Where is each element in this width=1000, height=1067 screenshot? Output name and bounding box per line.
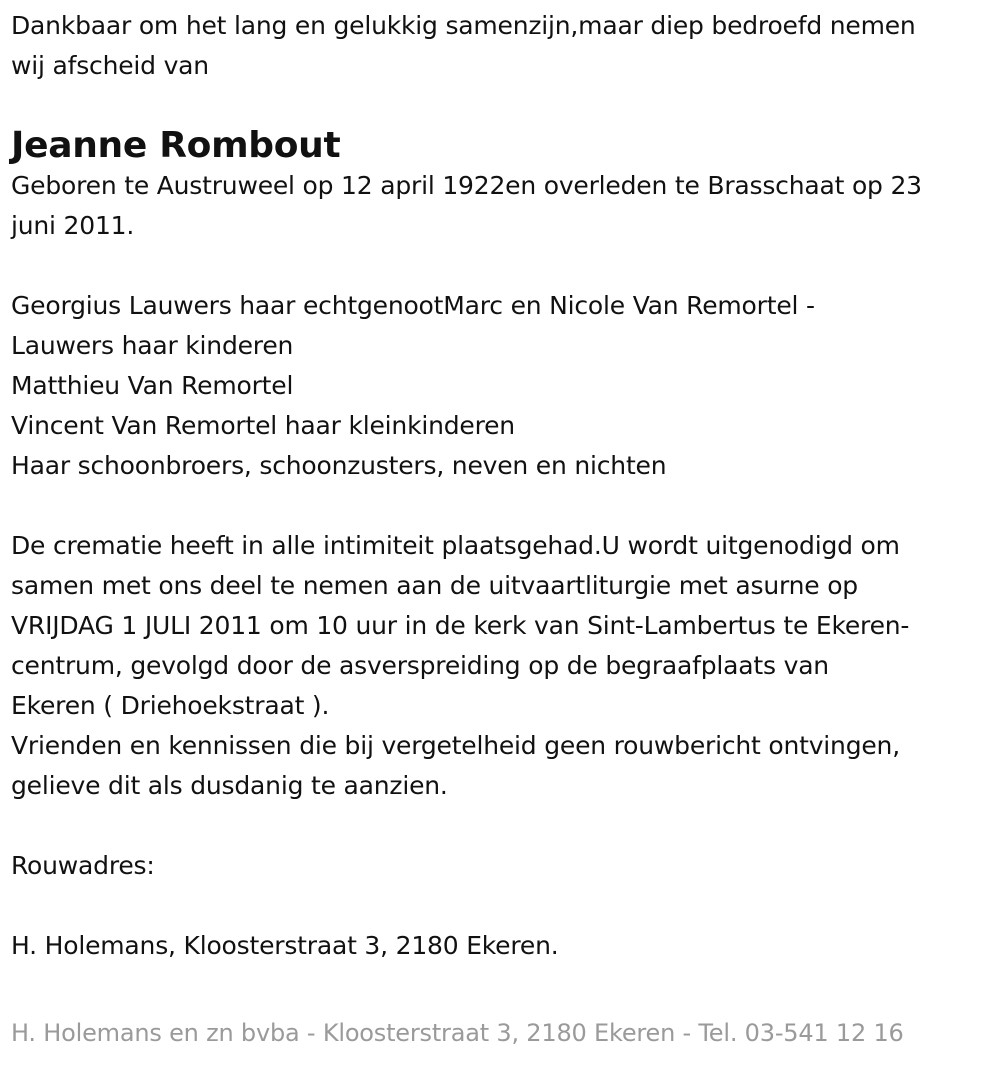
- ceremony-line: gelieve dit als dusdanig te aanzien.: [11, 771, 448, 800]
- family-line: Georgius Lauwers haar echtgenootMarc en Nicole Van Remortel -: [11, 291, 815, 320]
- intro-line: wij afscheid van: [11, 51, 209, 80]
- family-list: [11, 286, 996, 486]
- ceremony-line: samen met ons deel te nemen aan de uitvaartliturgie met asurne op: [11, 571, 858, 600]
- deceased-name: Jeanne Rombout: [11, 125, 341, 166]
- birth-death-text: [11, 166, 996, 246]
- mourning-address: H. Holemans, Kloosterstraat 3, 2180 Ekeren.: [11, 931, 559, 960]
- family-line: Lauwers haar kinderen: [11, 331, 294, 360]
- mourning-address-label: Rouwadres:: [11, 851, 155, 880]
- spacer: [11, 806, 996, 846]
- family-line: Haar schoonbroers, schoonzusters, neven en nichten: [11, 451, 667, 480]
- ceremony-text: [11, 526, 996, 806]
- spacer: [11, 886, 996, 926]
- ceremony-line: VRIJDAG 1 JULI 2011 om 10 uur in de kerk van Sint-Lambertus te Ekeren-: [11, 611, 910, 640]
- ceremony-line: De crematie heeft in alle intimiteit plaatsgehad.U wordt uitgenodigd om: [11, 531, 900, 560]
- ceremony-line: Vrienden en kennissen die bij vergetelheid geen rouwbericht ontvingen,: [11, 731, 900, 760]
- ceremony-line: centrum, gevolgd door de asverspreiding op de begraafplaats van: [11, 651, 829, 680]
- obituary-notice: [11, 6, 996, 966]
- spacer: [11, 486, 996, 526]
- birth-death-line: juni 2011.: [11, 211, 135, 240]
- ceremony-line: Ekeren ( Driehoekstraat ).: [11, 691, 330, 720]
- family-line: Vincent Van Remortel haar kleinkinderen: [11, 411, 515, 440]
- intro-line: Dankbaar om het lang en gelukkig samenzijn,maar diep bedroefd nemen: [11, 11, 916, 40]
- intro-text: [11, 6, 996, 86]
- spacer: [11, 246, 996, 286]
- birth-death-line: Geboren te Austruweel op 12 april 1922en overleden te Brasschaat op 23: [11, 171, 922, 200]
- family-line: Matthieu Van Remortel: [11, 371, 294, 400]
- funeral-home-footer: H. Holemans en zn bvba - Kloosterstraat 3, 2180 Ekeren - Tel. 03-541 12 16: [11, 1019, 904, 1047]
